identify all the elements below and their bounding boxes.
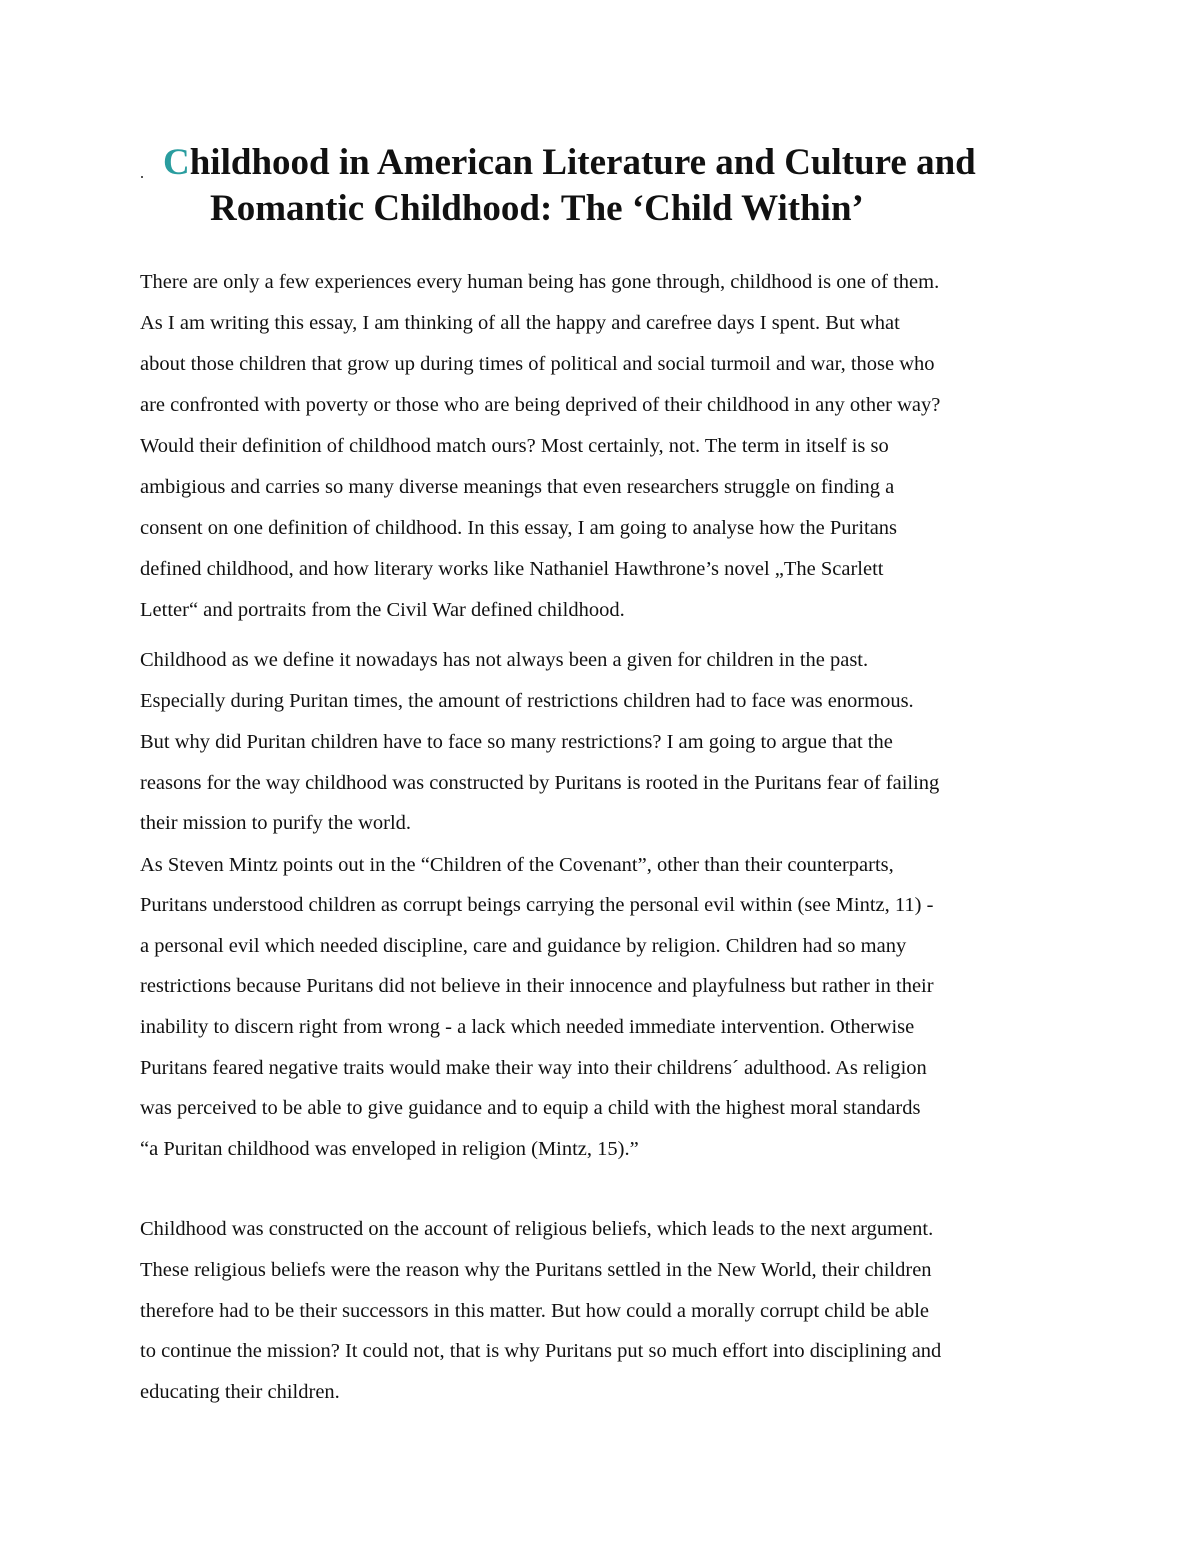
paragraph-line: reasons for the way childhood was constructed by Puritans is rooted in the Puritans fear of failing — [140, 772, 940, 794]
paragraph-line: Childhood as we define it nowadays has not always been a given for children in the past. — [140, 649, 869, 671]
paragraph-line: As I am writing this essay, I am thinking of all the happy and carefree days I spent. But what — [140, 312, 900, 334]
paragraph-line: are confronted with poverty or those who are being deprived of their childhood in any other way? — [140, 394, 941, 416]
paragraph-line: educating their children. — [140, 1381, 340, 1403]
paragraph-line: their mission to purify the world. — [140, 812, 412, 834]
paragraph-line: Letter“ and portraits from the Civil War defined childhood. — [140, 599, 625, 621]
paragraph-line: Puritans feared negative traits would make their way into their childrens´ adulthood. As religion — [140, 1057, 927, 1079]
paragraph-line: Childhood was constructed on the account of religious beliefs, which leads to the next argument. — [140, 1218, 934, 1240]
title-line-1-text: hildhood in American Literature and Culture and — [189, 142, 976, 183]
paragraph-line: therefore had to be their successors in this matter. But how could a morally corrupt child be able — [140, 1300, 930, 1322]
paragraph-line: defined childhood, and how literary works like Nathaniel Hawthrone’s novel „The Scarlett — [140, 558, 884, 580]
paragraph-line: a personal evil which needed discipline, care and guidance by religion. Children had so many — [140, 935, 907, 957]
title-drop-cap: C — [163, 142, 190, 183]
title-line-2: Romantic Childhood: The ‘Child Within’ — [210, 188, 864, 229]
paragraph-line: ambigious and carries so many diverse meanings that even researchers struggle on finding a — [140, 476, 895, 498]
paragraph-line: to continue the mission? It could not, that is why Puritans put so much effort into disciplining and — [140, 1340, 942, 1362]
paragraph-line: Would their definition of childhood match ours? Most certainly, not. The term in itself is so — [140, 435, 889, 457]
paragraph-line: There are only a few experiences every human being has gone through, childhood is one of them. — [140, 271, 940, 293]
paragraph-line: was perceived to be able to give guidance and to equip a child with the highest moral standards — [140, 1097, 921, 1119]
paragraph-line: restrictions because Puritans did not believe in their innocence and playfulness but rather in their — [140, 975, 934, 997]
paragraph-line: Especially during Puritan times, the amount of restrictions children had to face was enormous. — [140, 690, 914, 712]
paragraph-line: consent on one definition of childhood. In this essay, I am going to analyse how the Puritans — [140, 517, 898, 539]
stray-mark — [141, 176, 143, 178]
paragraph-line: As Steven Mintz points out in the “Children of the Covenant”, other than their counterparts, — [140, 854, 894, 876]
paragraph-line: inability to discern right from wrong - a lack which needed immediate intervention. Otherwise — [140, 1016, 915, 1038]
paragraph-line: These religious beliefs were the reason why the Puritans settled in the New World, their children — [140, 1259, 932, 1281]
paragraph-line: But why did Puritan children have to face so many restrictions? I am going to argue that the — [140, 731, 893, 753]
paragraph-line: about those children that grow up during times of political and social turmoil and war, those who — [140, 353, 935, 375]
title-line-1 — [163, 144, 976, 181]
paragraph-line: Puritans understood children as corrupt beings carrying the personal evil within (see Mintz, 11) - — [140, 894, 934, 916]
paragraph-line: “a Puritan childhood was enveloped in religion (Mintz, 15).” — [140, 1138, 639, 1160]
